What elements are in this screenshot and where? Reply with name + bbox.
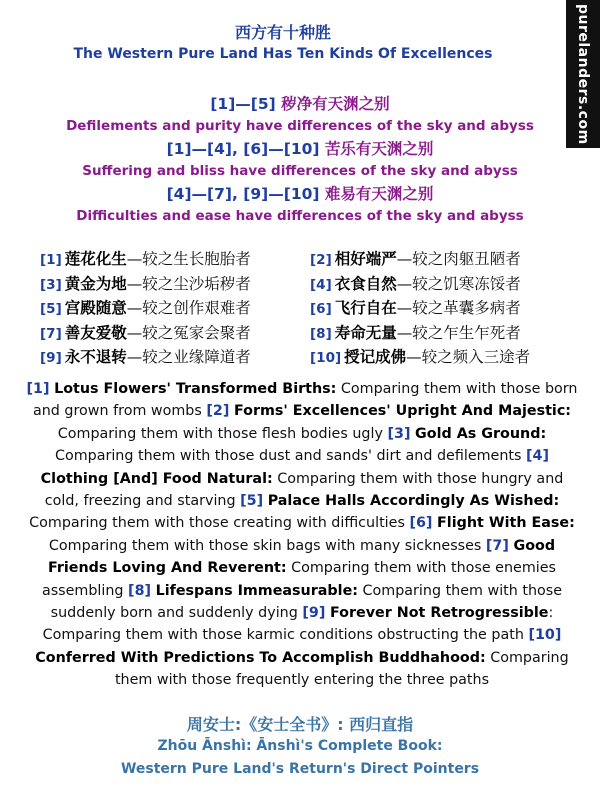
excellences-english-paragraph: [1] Lotus Flowers' Transformed Births: Comparing them with those born and grown from wombs [2] Forms' Excellences' Upright And Majestic: Comparing them with those flesh bodies ugly [3] Gold As Ground: Comparing them with those dust and sands' dirt and defilements [4] Clothing [And] Food Natural: Comparing them with those hungry and cold, freezing and starving [5] Palace Halls Accordingly As Wished: Comparing them with those creating with difficulties [6] Flight With Ease: Comparing them with those skin bags with many sicknesses [7] Good Friends Loving And Reverent: Comparing them with those enemies assembling [8] Lifespans Immeasurable: Comparing them with those suddenly born and suddenly dying [9] Forever Not Retrogressible: Comparing them with those karmic conditions obstructing the path [10] Conferred With Predictions To Accomplish Buddhahood: Comparing them with those frequently entering the three paths <box>26 381 578 689</box>
difference-zh: 难易有天渊之别 <box>324 185 434 203</box>
difference-block-3 <box>0 182 600 224</box>
title-english: The Western Pure Land Has Ten Kinds Of Excellences <box>73 46 493 62</box>
excellence-zh-item: [8] 寿命无量—较之乍生乍死者 <box>310 323 521 342</box>
excellence-zh-item: [6] 飞行自在—较之革囊多病者 <box>310 299 521 318</box>
difference-block-2 <box>0 137 600 179</box>
excellence-zh-item: [1] 莲花化生—较之生长胞胎者 <box>40 250 251 269</box>
difference-zh: 秽净有天渊之别 <box>281 95 390 113</box>
source-english-line2: Western Pure Land's Return's Direct Pointers <box>120 761 480 777</box>
title-chinese: 西方有十种胜 <box>234 23 331 42</box>
difference-ref: [4]—[7], [9]—[10] <box>166 185 320 203</box>
difference-ref: [1]—[5] <box>210 95 276 113</box>
difference-block-1 <box>0 92 600 134</box>
excellence-zh-item: [3] 黄金为地—较之尘沙垢秽者 <box>40 274 251 293</box>
source-chinese: 周安士:《安士全书》: 西归直指 <box>186 715 414 734</box>
excellence-zh-item: [7] 善友爱敬—较之冤家会聚者 <box>40 323 251 342</box>
difference-en: Difficulties and ease have differences of the sky and abyss <box>76 208 524 224</box>
difference-en: Suffering and bliss have differences of the sky and abyss <box>82 163 518 179</box>
site-name: purelanders.com <box>575 3 591 145</box>
excellence-zh-item: [4] 衣食自然—较之饥寒冻馁者 <box>310 274 521 293</box>
difference-zh: 苦乐有天渊之别 <box>324 140 434 158</box>
excellence-zh-item: [5] 宫殿随意—较之创作艰难者 <box>40 299 251 318</box>
source-english-line1: Zhōu Ānshì: Ānshì's Complete Book: <box>157 738 443 754</box>
difference-en: Defilements and purity have differences of the sky and abyss <box>66 118 534 134</box>
excellence-zh-item: [10] 授记成佛—较之频入三途者 <box>310 348 531 367</box>
difference-ref: [1]—[4], [6]—[10] <box>166 140 320 158</box>
excellences-chinese-grid <box>40 246 570 369</box>
excellence-zh-item: [2] 相好端严—较之肉躯丑陋者 <box>310 250 521 269</box>
excellence-zh-item: [9] 永不退转—较之业缘障道者 <box>40 348 251 367</box>
